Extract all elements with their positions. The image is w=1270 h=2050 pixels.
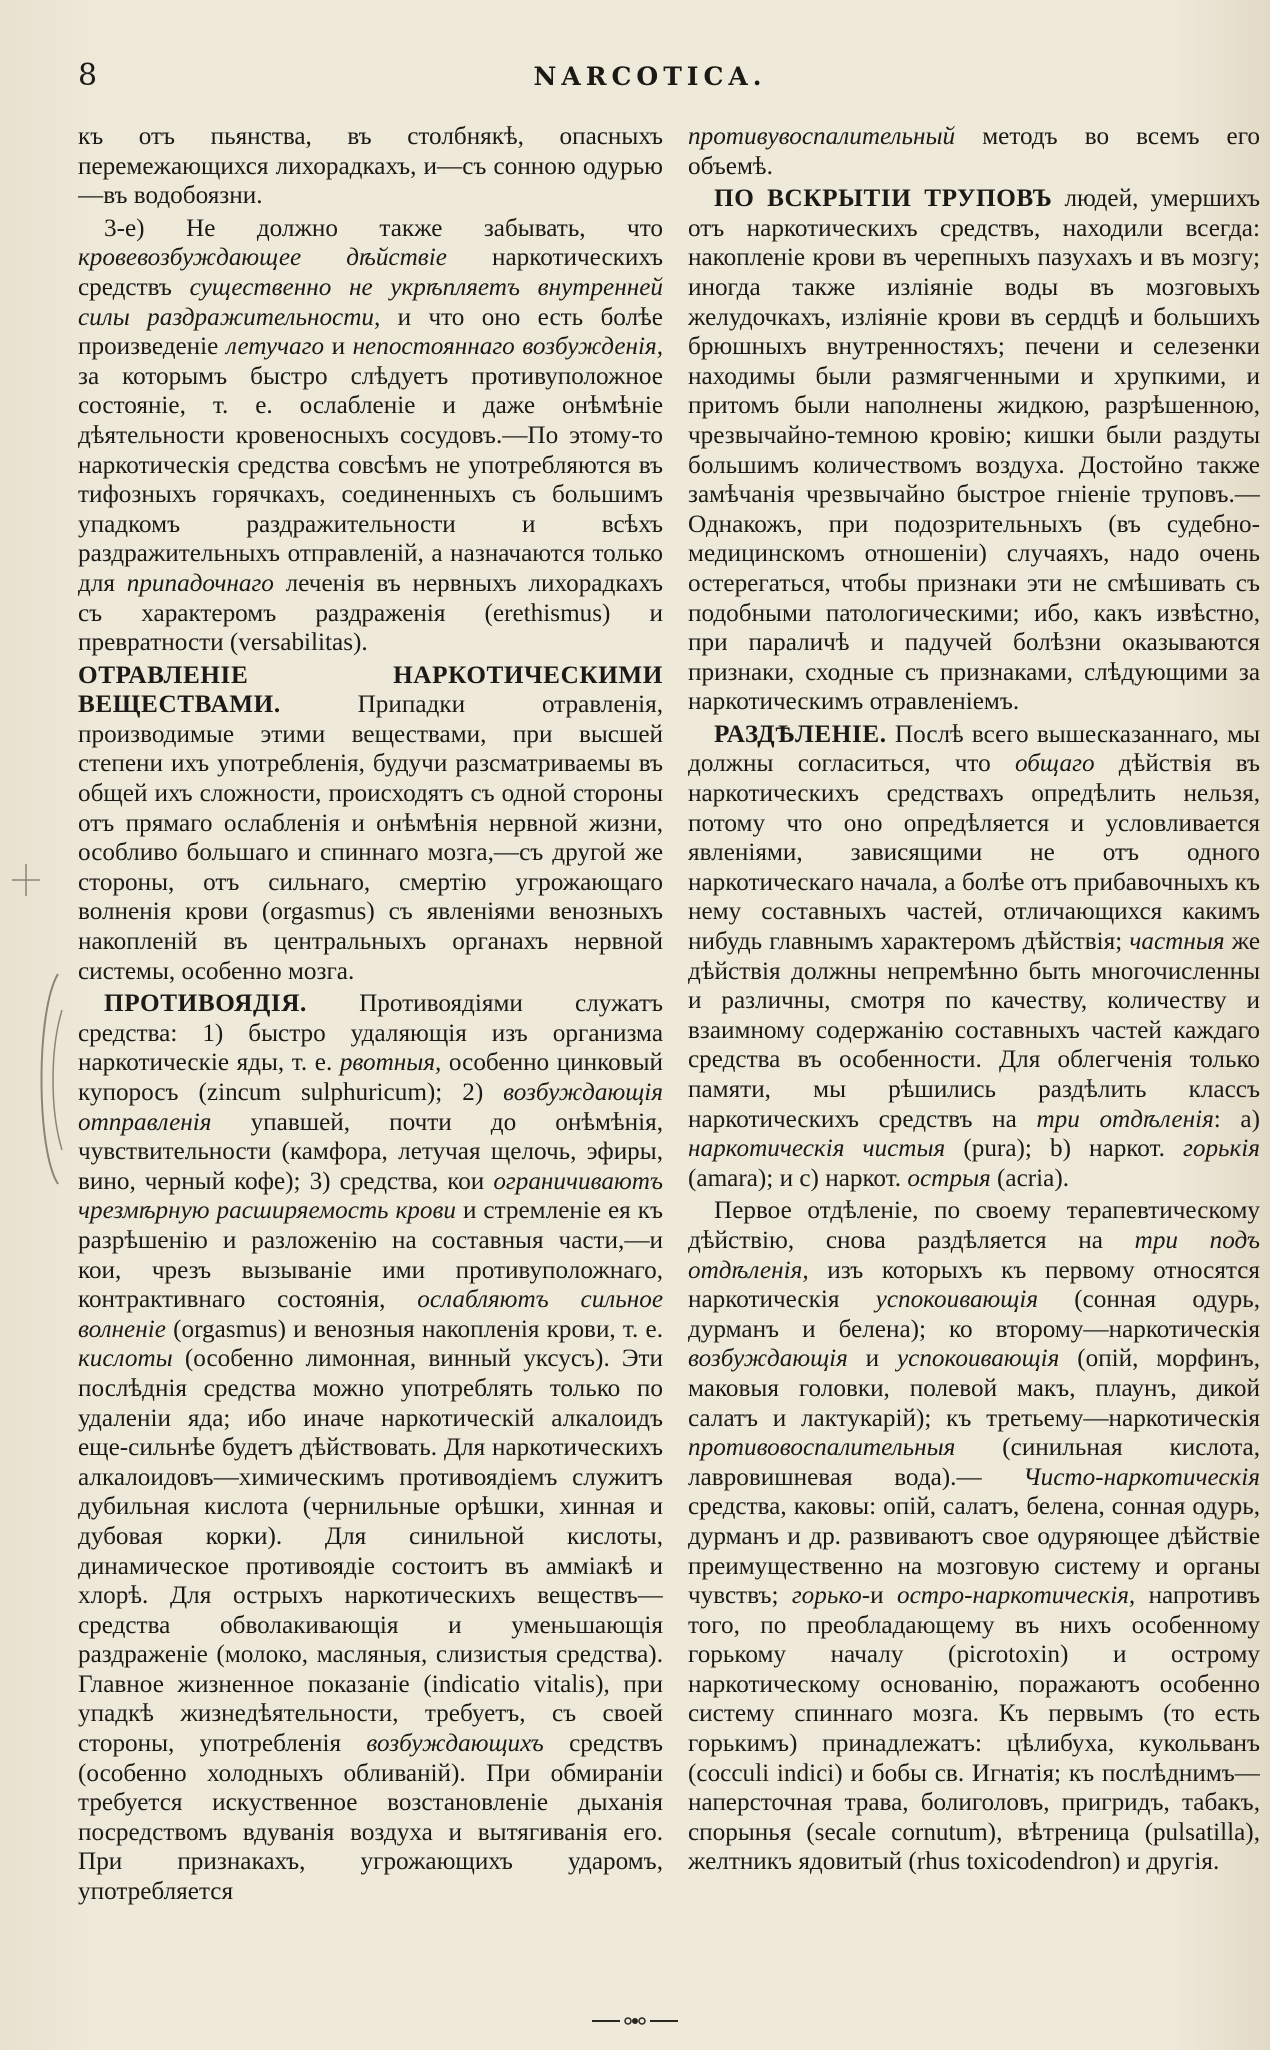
section-heading-division: РАЗДѢЛЕНІЕ. bbox=[714, 720, 887, 748]
italic-run: ослабляютъ сильное волненіе bbox=[78, 1286, 663, 1343]
text-run: и bbox=[324, 333, 353, 361]
section-heading-antidotes: ПРОТИВОЯДІЯ. bbox=[104, 990, 307, 1018]
text-run: (сонная одурь, дурманъ и белена); ко второму—наркотическія bbox=[688, 1286, 1260, 1343]
text-run: Припадки отравленія, производимые этими веществами, при высшей степени ихъ употребленія, будучи разсматриваемы въ общей ихъ сложности, происходятъ съ одной стороны отъ прямаго ослабленія и онѣмѣнія нервной жизни, особливо большаго и спиннаго мозга,—съ другой же стороны, отъ сильнаго, смертію угрожающаго волненія крови (orgasmus) съ явленіями венозныхъ накопленій въ центральныхъ органахъ нервной системы, особенно мозга. bbox=[78, 691, 663, 985]
text-run: 3-е) Не должно также забывать, что bbox=[104, 214, 663, 242]
italic-run: горько- bbox=[791, 1582, 871, 1610]
italic-run: три отдѣленія bbox=[1036, 1105, 1214, 1133]
text-run: людей, умершихъ отъ наркотическихъ средствъ, находили всегда: накопленіе крови въ черепныхъ пазухахъ и въ мозгу; иногда также изліяніе воды въ мозговыхъ желудочкахъ, изліяніе крови въ сердцѣ и большихъ брюшныхъ внутренностяхъ; печени и селезенки находимы были размягченными и хрупкими, и притомъ были наполнены жидкою, разрѣшенною, чрезвычайно-темною кровію; кишки были раздуты большимъ количествомъ воздуха. Достойно также замѣчанія чрезвычайно быстрое гніеніе труповъ.—Однакожъ, при подозрительныхъ (въ судебно-медицинскомъ отношеніи) случаяхъ, надо очень остерегаться, чтобы признаки эти не смѣшивать съ подобными патологическими; ибо, какъ извѣстно, при параличѣ и падучей болѣзни оказываются признаки, сходные съ признаками, слѣдующими за наркотическимъ отравленіемъ. bbox=[688, 185, 1260, 716]
page-header bbox=[70, 52, 1230, 102]
italic-run: припадочнаго bbox=[126, 569, 274, 597]
text-run: и стремленіе ея къ разрѣшенію и разложенію на составныя части,—и кои, чрезъ вызываніе ими противуположнаго, контрактивнаго состоянія, bbox=[78, 1197, 663, 1314]
italic-run: общаго bbox=[1014, 750, 1095, 778]
text-run: дѣйствія въ наркотическихъ средствахъ опредѣлить нельзя, потому что оно опредѣляется и условливается явленіями, зависящими не отъ одного наркотическаго начала, а болѣе отъ прибавочныхъ къ нему составныхъ частей, отличающихся какимъ нибудь главнымъ характеромъ дѣйствія; bbox=[688, 750, 1260, 956]
text-run: напротивъ того, по преобладающему въ нихъ особенному горькому началу (picrotoxin) и острому наркотическому основанію, поражаютъ особенно систему спиннаго мозга. Къ первымъ (то есть горькимъ) принадлежатъ: цѣлибуха, кукольванъ (cocculi indici) и бобы св. Игнатія; къ послѣднимъ—наперсточная трава, болиголовъ, пригридъ, табакъ, спорынья (secale cornutum), вѣтреница (pulsatilla), желтникъ ядовитый (rhus toxicodendron) и другія. bbox=[688, 1582, 1260, 1876]
right-paragraph-1 bbox=[688, 122, 1260, 181]
italic-run: рвотныя, bbox=[339, 1049, 442, 1077]
italic-run: противувоспалительный bbox=[688, 123, 956, 150]
right-paragraph-3 bbox=[688, 720, 1260, 1194]
left-paragraph-2 bbox=[78, 214, 663, 658]
italic-run: существенно не укрѣпляетъ внутренней силы раздражительности, bbox=[78, 273, 663, 331]
italic-run: кислоты bbox=[78, 1345, 173, 1373]
pencil-cross-mark-icon bbox=[4, 860, 44, 900]
text-run: (опій, морфинъ, маковыя головки, полевой макъ, плаунъ, дикой салатъ и лактукарій); къ третьему—наркотическія bbox=[688, 1345, 1260, 1432]
closing-ornament-icon bbox=[590, 2014, 680, 2028]
italic-run: три подъ отдѣленія, bbox=[688, 1226, 1260, 1284]
running-title: NARCOTICA. bbox=[533, 62, 767, 91]
section-heading-autopsy: ПО ВСКРЫТІИ ТРУПОВЪ bbox=[714, 185, 1053, 213]
section-heading-poisoning: ОТРАВЛЕНІЕ НАРКОТИЧЕСКИМИ ВЕЩЕСТВАМИ. bbox=[78, 661, 663, 719]
text-run: средства, каковы: опій, салатъ, белена, сонная одурь, дурманъ и др. развиваютъ свое одуряющее дѣйствіе преимущественно на мозговую систему и органы чувствъ; bbox=[688, 1493, 1260, 1610]
italic-run: возбуждающихъ bbox=[366, 1730, 544, 1758]
text-run: и что оно есть болѣе произведеніе bbox=[78, 303, 663, 361]
text-run: Первое отдѣленіе, по своему терапевтическому дѣйствію, снова раздѣляется на bbox=[688, 1197, 1260, 1254]
text-run: наркотическихъ средствъ bbox=[78, 244, 663, 301]
page-number: 8 bbox=[78, 58, 98, 93]
left-column bbox=[78, 122, 663, 2002]
right-paragraph-4 bbox=[688, 1196, 1260, 1877]
text-run: (pura); b) наркот. bbox=[945, 1135, 1184, 1163]
italic-run: кровевозбуждающее дѣйствіе bbox=[78, 244, 447, 272]
italic-run: возбуждающія отправленія bbox=[78, 1079, 663, 1136]
italic-run: непостояннаго возбужденія, bbox=[352, 333, 663, 361]
text-run: (amara); и c) наркот. bbox=[688, 1164, 908, 1192]
text-run: упавшей, почти до онѣмѣнія, чувствительности (камфора, летучая щелочь, эфиры, вино, черный кофе); 3) средства, кои bbox=[78, 1108, 663, 1195]
italic-run: наркотическія чистыя bbox=[688, 1135, 946, 1163]
text-run: за которымъ быстро слѣдуетъ противуположное состояніе, т. е. ослабленіе и даже онѣмѣніе дѣятельности кровеносныхъ сосудовъ.—По этому-то наркотическія средства совсѣмъ не употребляются въ тифозныхъ горячкахъ, соединенныхъ съ большимъ упадкомъ раздражительности и всѣхъ раздражительныхъ отправленій, а назначаются только для bbox=[78, 362, 663, 597]
text-run: особенно цинковый купоросъ (zincum sulphuricum); 2) bbox=[78, 1049, 663, 1106]
text-run: (особенно лимонная, винный уксусъ). Эти послѣднія средства можно употреблять только по удаленіи яда; ибо иначе наркотическій алкалоидъ еще-сильнѣе будетъ дѣйствовать. Для наркотическихъ алкалоидовъ—химическимъ противоядіемъ служитъ дубильная кислота (чернильные орѣшки, хинная и дубовая корки). Для синильной кислоты, динамическое противоядіе состоитъ въ амміакѣ и хлорѣ. Для острыхъ наркотическихъ веществъ—средства обволакивающія и уменьшающія раздраженіе (молоко, масляныя, слизистыя средства). Главное жизненное показаніе (indicatio vitalis), при упадкѣ жизнедѣятельности, требуетъ, съ своей стороны, употребленія bbox=[78, 1345, 663, 1758]
text-run: (acria). bbox=[990, 1164, 1070, 1192]
left-paragraph-3 bbox=[78, 661, 663, 987]
italic-run: остро-наркотическія, bbox=[896, 1582, 1136, 1610]
italic-run: острыя bbox=[907, 1164, 991, 1192]
italic-run: Чисто-наркотическія bbox=[1023, 1463, 1260, 1491]
italic-run: летучаго bbox=[225, 333, 325, 361]
text-run: и bbox=[870, 1582, 897, 1610]
text-run: леченія въ нервныхъ лихорадкахъ съ характеромъ раздраженія (erethismus) и превратности (versabilitas). bbox=[78, 569, 663, 657]
text-run: и bbox=[847, 1345, 897, 1373]
italic-run: успокоивающія bbox=[896, 1345, 1060, 1373]
text-run: же дѣйствія должны непремѣнно быть многочисленны и различны, смотря по качеству, количеству и взаимному содержанію составныхъ частей каждаго средства въ особенности. Для облегченія только памяти, мы рѣшились раздѣлить классъ наркотическихъ средствъ на bbox=[688, 928, 1260, 1133]
italic-run: ограничиваютъ чрезмѣрную расширяемость крови bbox=[78, 1167, 663, 1225]
italic-run: противовоспалительныя bbox=[688, 1434, 956, 1462]
left-paragraph-1: къ отъ пьянства, въ столбнякѣ, опасныхъ перемежающихся лихорадкахъ, и—съ сонною одурью—въ водобоязни. bbox=[78, 123, 663, 210]
italic-run: возбуждающія bbox=[688, 1345, 848, 1373]
pencil-bracket-mark-icon bbox=[28, 970, 68, 1190]
text-run: методъ во всемъ его объемѣ. bbox=[688, 123, 1260, 180]
italic-run: горькія bbox=[1183, 1135, 1260, 1163]
text-run: Послѣ всего вышесказаннаго, мы должны согласиться, что bbox=[688, 720, 1260, 778]
text-run: : a) bbox=[1213, 1105, 1260, 1133]
italic-run: частныя bbox=[1129, 928, 1225, 956]
italic-run: успокоивающія bbox=[875, 1286, 1039, 1314]
right-column bbox=[688, 122, 1260, 2002]
text-run: (синильная кислота, лавровишневая вода).— bbox=[688, 1434, 1260, 1491]
text-run: средствъ (особенно холодныхъ обливаній). При обмираніи требуется искуственное возстановленіе дыханія посредствомъ вдуванія воздуха и вытягиванія его. При признакахъ, угрожающихъ ударомъ, употребляется bbox=[78, 1730, 663, 1906]
left-paragraph-4 bbox=[78, 989, 663, 1906]
text-run: изъ которыхъ къ первому относятся наркотическія bbox=[688, 1256, 1260, 1314]
text-run: Противоядіями служатъ средства: 1) быстро удаляющія изъ организма наркотическіе яды, т. е. bbox=[78, 990, 663, 1077]
text-run: (orgasmus) и венозныя накопленія крови, т. е. bbox=[165, 1315, 663, 1343]
right-paragraph-2 bbox=[688, 184, 1260, 717]
